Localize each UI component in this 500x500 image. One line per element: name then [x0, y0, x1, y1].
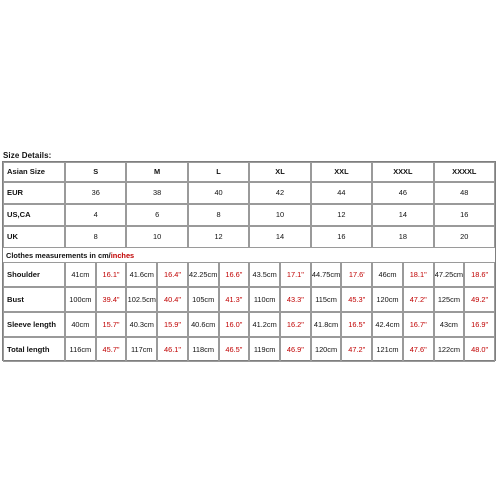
- measurement-inch-cell: 16.6": [219, 262, 250, 287]
- measurement-cm-cell: 46cm: [372, 262, 403, 287]
- measurements-heading-unit: inches: [110, 251, 135, 260]
- measurement-inch-cell: 46.9": [280, 337, 311, 362]
- measurement-cm-cell: 41.8cm: [311, 312, 342, 337]
- measurement-inch-cell: 15.9": [157, 312, 188, 337]
- measurement-row-label: Total length: [3, 337, 65, 362]
- size-value-cell: 10: [126, 226, 187, 248]
- size-row-label: US,CA: [3, 204, 65, 226]
- measurement-inch-cell: 15.7": [96, 312, 127, 337]
- measurement-inch-cell: 45.7": [96, 337, 127, 362]
- measurement-inch-cell: 16.9": [464, 312, 495, 337]
- measurement-inch-cell: 47.2": [403, 287, 434, 312]
- measurement-cm-cell: 47.25cm: [434, 262, 465, 287]
- size-value-cell: 8: [188, 204, 249, 226]
- measurement-inch-cell: 46.1": [157, 337, 188, 362]
- measurement-cm-cell: 40.6cm: [188, 312, 219, 337]
- measurement-cm-cell: 116cm: [65, 337, 96, 362]
- size-value-cell: 14: [372, 204, 433, 226]
- size-value-cell: 48: [434, 182, 495, 204]
- measurement-inch-cell: 47.2": [341, 337, 372, 362]
- measurement-cm-cell: 40cm: [65, 312, 96, 337]
- size-header-cell: L: [188, 162, 249, 182]
- measurement-inch-cell: 45.3": [341, 287, 372, 312]
- measurement-cm-cell: 110cm: [249, 287, 280, 312]
- measurement-cm-cell: 42.25cm: [188, 262, 219, 287]
- measurement-cm-cell: 115cm: [311, 287, 342, 312]
- size-value-cell: 18: [372, 226, 433, 248]
- measurement-cm-cell: 44.75cm: [311, 262, 342, 287]
- size-value-cell: 12: [311, 204, 372, 226]
- size-value-cell: 14: [249, 226, 310, 248]
- size-value-cell: 12: [188, 226, 249, 248]
- measurement-inch-cell: 49.2": [464, 287, 495, 312]
- measurement-cm-cell: 118cm: [188, 337, 219, 362]
- measurement-inch-cell: 16.2": [280, 312, 311, 337]
- measurement-cm-cell: 40.3cm: [126, 312, 157, 337]
- size-value-cell: 20: [434, 226, 495, 248]
- size-value-cell: 8: [65, 226, 126, 248]
- measurement-inch-cell: 17.6': [341, 262, 372, 287]
- measurement-cm-cell: 125cm: [434, 287, 465, 312]
- measurement-cm-cell: 117cm: [126, 337, 157, 362]
- size-header-cell: S: [65, 162, 126, 182]
- measurement-inch-cell: 16.4": [157, 262, 188, 287]
- measurement-inch-cell: 16.1": [96, 262, 127, 287]
- measurement-inch-cell: 47.6": [403, 337, 434, 362]
- size-chart: [2, 161, 496, 361]
- measurement-inch-cell: 18.1": [403, 262, 434, 287]
- size-value-cell: 10: [249, 204, 310, 226]
- measurement-cm-cell: 41.6cm: [126, 262, 157, 287]
- size-header-cell: XXXL: [372, 162, 433, 182]
- measurement-inch-cell: 41.3": [219, 287, 250, 312]
- measurement-cm-cell: 43cm: [434, 312, 465, 337]
- measurement-inch-cell: 17.1": [280, 262, 311, 287]
- measurement-row-label: Shoulder: [3, 262, 65, 287]
- measurement-cm-cell: 100cm: [65, 287, 96, 312]
- measurement-row-label: Sleeve length: [3, 312, 65, 337]
- size-header-cell: XL: [249, 162, 310, 182]
- size-row-label: EUR: [3, 182, 65, 204]
- measurement-inch-cell: 39.4": [96, 287, 127, 312]
- measurement-inch-cell: 16.7": [403, 312, 434, 337]
- measurement-cm-cell: 102.5cm: [126, 287, 157, 312]
- measurement-row-label: Bust: [3, 287, 65, 312]
- size-value-cell: 46: [372, 182, 433, 204]
- size-value-cell: 40: [188, 182, 249, 204]
- measurement-cm-cell: 105cm: [188, 287, 219, 312]
- measurement-cm-cell: 121cm: [372, 337, 403, 362]
- measurement-inch-cell: 40.4": [157, 287, 188, 312]
- size-value-cell: 4: [65, 204, 126, 226]
- size-header-cell: M: [126, 162, 187, 182]
- measurement-cm-cell: 120cm: [372, 287, 403, 312]
- size-header-cell: XXL: [311, 162, 372, 182]
- size-row-label: UK: [3, 226, 65, 248]
- measurement-cm-cell: 41cm: [65, 262, 96, 287]
- measurement-inch-cell: 48.0": [464, 337, 495, 362]
- size-value-cell: 16: [311, 226, 372, 248]
- page-title: Size Details:: [3, 151, 52, 160]
- size-value-cell: 36: [65, 182, 126, 204]
- measurements-heading: [6, 251, 134, 260]
- size-value-cell: 44: [311, 182, 372, 204]
- measurement-inch-cell: 46.5": [219, 337, 250, 362]
- measurement-cm-cell: 43.5cm: [249, 262, 280, 287]
- size-value-cell: 6: [126, 204, 187, 226]
- measurement-inch-cell: 43.3": [280, 287, 311, 312]
- measurement-inch-cell: 18.6": [464, 262, 495, 287]
- size-value-cell: 16: [434, 204, 495, 226]
- size-header-cell: XXXXL: [434, 162, 495, 182]
- measurements-heading-text: Clothes measurements in cm/: [6, 251, 111, 260]
- measurement-inch-cell: 16.5": [341, 312, 372, 337]
- size-header-label: Asian Size: [3, 162, 65, 182]
- measurement-cm-cell: 41.2cm: [249, 312, 280, 337]
- measurement-cm-cell: 120cm: [311, 337, 342, 362]
- measurement-cm-cell: 42.4cm: [372, 312, 403, 337]
- measurement-inch-cell: 16.0": [219, 312, 250, 337]
- size-value-cell: 38: [126, 182, 187, 204]
- measurement-cm-cell: 122cm: [434, 337, 465, 362]
- size-value-cell: 42: [249, 182, 310, 204]
- measurement-cm-cell: 119cm: [249, 337, 280, 362]
